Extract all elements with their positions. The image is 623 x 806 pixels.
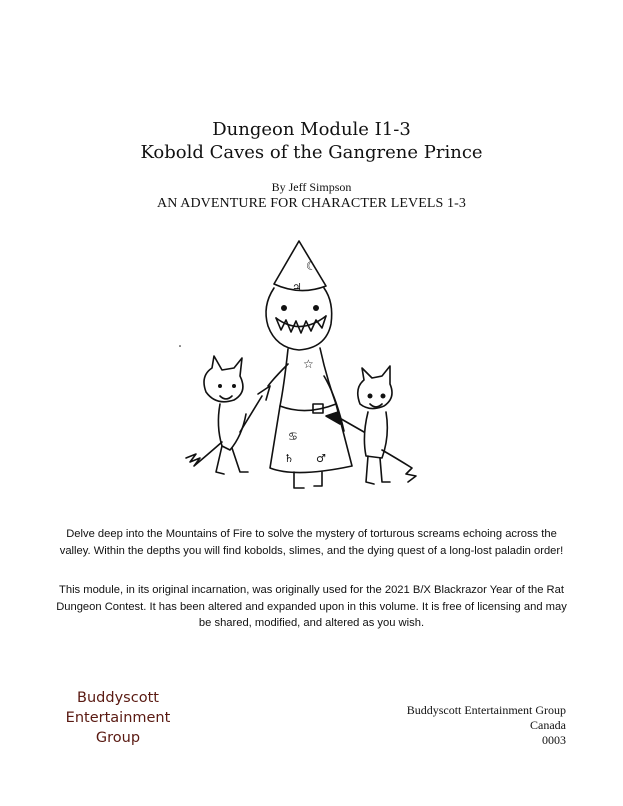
moon-glyph: ☾ (306, 259, 317, 273)
publisher-code: 0003 (542, 733, 566, 747)
author-byline: By Jeff Simpson (271, 180, 352, 194)
left-kobold-spear (240, 396, 262, 432)
intro-paragraph: Delve deep into the Mountains of Fire to solve the mystery of torturous screams echoing across the valley. Within the depths you will find kobolds, slimes, and the dying quest of a long-lost paladin order! (59, 528, 564, 557)
logo-line: Group (95, 730, 141, 746)
logo-line: Buddyscott (77, 690, 159, 706)
right-kobold-head (358, 366, 392, 409)
publisher-country: Canada (530, 718, 566, 732)
publisher-name: Buddyscott Entertainment Group (406, 703, 566, 717)
mars-glyph: ♂ (316, 452, 326, 465)
publisher-address (407, 703, 566, 748)
jupiter-glyph: ♃ (292, 281, 302, 294)
kobold-wizard-illustration (176, 236, 436, 506)
cancer-glyph: ♋ (288, 430, 298, 443)
module-title: Dungeon Module I1-3 (212, 119, 411, 140)
publisher-logo (58, 688, 178, 748)
module-subtitle: Kobold Caves of the Gangrene Prince (140, 142, 483, 163)
left-kobold-head (204, 356, 243, 402)
left-kobold-tail (186, 442, 222, 466)
right-kobold-tail (382, 450, 416, 482)
wizard-belt (280, 404, 336, 411)
license-paragraph: This module, in its original incarnation, was originally used for the 2021 B/X Blackrazor Year of the Rat Dungeon Contest. It has been altered and expanded upon in this volume. It is free of licensing and may be shared, modified, and altered as you wish. (56, 584, 567, 629)
left-kobold-body (218, 404, 246, 450)
wizard-grin (276, 316, 326, 333)
saturn-glyph: ♄ (284, 452, 294, 465)
logo-line: Entertainment (65, 710, 171, 726)
level-range: AN ADVENTURE FOR CHARACTER LEVELS 1-3 (157, 196, 466, 211)
star-glyph: ☆ (303, 357, 314, 371)
